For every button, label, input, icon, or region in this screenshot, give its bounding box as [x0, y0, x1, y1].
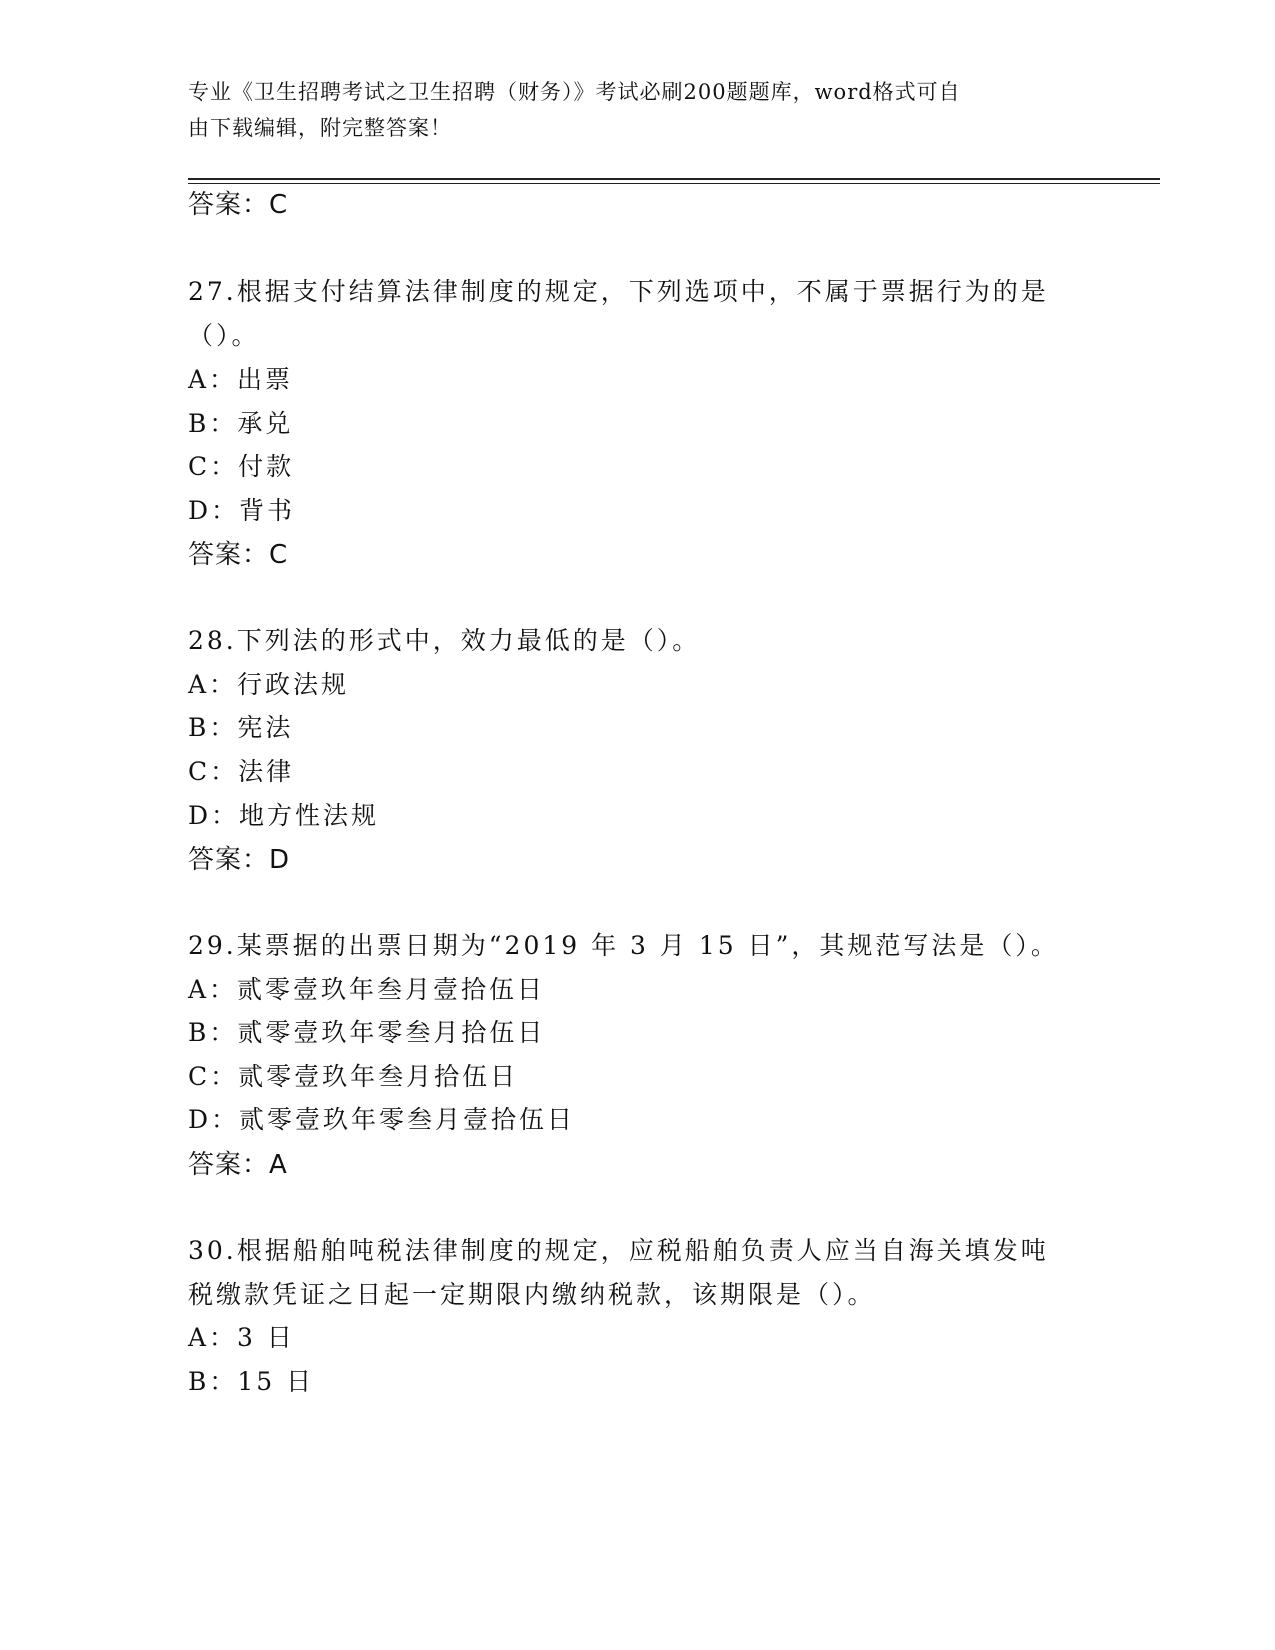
question-27-option-d: D：背书	[188, 496, 296, 525]
header-line-1: 专业《卫生招聘考试之卫生招聘（财务）》考试必刷200题题库，word格式可自	[188, 80, 961, 104]
answer-q26: 答案：C	[188, 190, 289, 220]
question-28-option-c: C：法律	[188, 757, 295, 786]
question-28-option-a: A：行政法规	[188, 670, 350, 699]
question-28-stem-line-1: 28.下列法的形式中，效力最低的是（）。	[188, 626, 701, 655]
question-29-option-d: D：贰零壹玖年零叁月壹拾伍日	[188, 1105, 576, 1134]
question-27-stem-line-2: （）。	[188, 321, 260, 350]
header-line-2: 由下载编辑，附完整答案！	[188, 116, 452, 140]
question-27-stem-line-1: 27.根据支付结算法律制度的规定，下列选项中，不属于票据行为的是	[188, 277, 1049, 306]
document-header	[188, 74, 1088, 146]
answer-q29: 答案：A	[188, 1150, 288, 1180]
question-29-option-c: C：贰零壹玖年叁月拾伍日	[188, 1062, 519, 1091]
question-28-option-b: B：宪法	[188, 713, 294, 742]
question-30-stem-line-1: 30.根据船舶吨税法律制度的规定，应税船舶负责人应当自海关填发吨	[188, 1236, 1049, 1265]
question-27-option-c: C：付款	[188, 452, 295, 481]
answer-q27: 答案：C	[188, 540, 289, 570]
question-27-option-a: A：出票	[188, 365, 294, 394]
question-28-option-d: D：地方性法规	[188, 801, 380, 830]
question-27-option-b: B：承兑	[188, 409, 294, 438]
question-30-option-a: A：3 日	[188, 1323, 295, 1352]
question-30-option-b: B：15 日	[188, 1367, 315, 1396]
question-29-option-b: B：贰零壹玖年零叁月拾伍日	[188, 1018, 546, 1047]
header-divider-thick	[188, 178, 1160, 180]
question-29-option-a: A：贰零壹玖年叁月壹拾伍日	[188, 975, 546, 1004]
header-divider-thin	[188, 183, 1160, 184]
answer-q28: 答案：D	[188, 845, 291, 875]
question-30-stem-line-2: 税缴款凭证之日起一定期限内缴纳税款，该期限是（）。	[188, 1280, 876, 1309]
question-29-stem-line-1: 29.某票据的出票日期为“2019 年 3 月 15 日”，其规范写法是（）。	[188, 931, 1059, 960]
